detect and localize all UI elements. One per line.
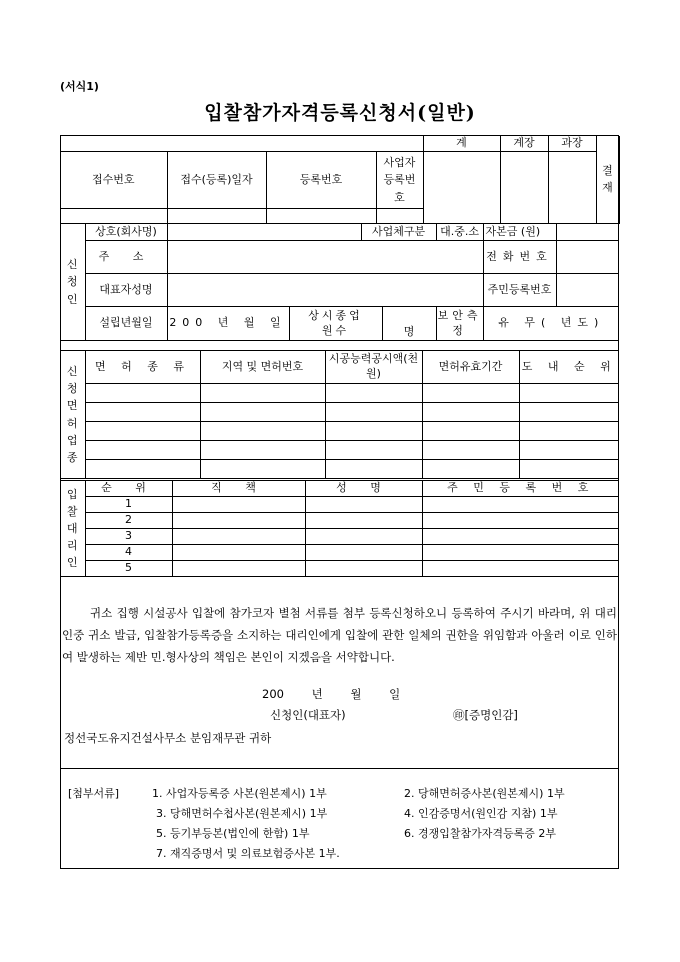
company-value[interactable]: [167, 224, 361, 241]
license-table: [60, 350, 619, 479]
license-cell[interactable]: [422, 460, 519, 479]
security-label-cell: [436, 307, 483, 341]
approval-col-3: 과장: [548, 136, 596, 152]
approval-col-2: 계장: [500, 136, 548, 152]
license-side-label: 신청면허업종: [66, 365, 78, 464]
attachment-item: 2. 당해면허증사본(원본제시) 1부: [404, 787, 565, 800]
license-cell[interactable]: [519, 403, 619, 422]
license-cell[interactable]: [325, 460, 422, 479]
security-label: 보안측정: [437, 308, 482, 337]
company-label: 상호(회사명): [85, 224, 167, 241]
founded-label: 설립년월일: [85, 307, 167, 341]
employees-unit: 명: [382, 307, 436, 341]
license-cell[interactable]: [519, 422, 619, 441]
employees-label: 상시종업원수: [308, 308, 363, 337]
receipt-no-label: 접수번호: [60, 152, 167, 209]
resident-no-value[interactable]: [556, 274, 619, 307]
rep-name-value[interactable]: [167, 274, 483, 307]
capital-label: 자본금 (원): [483, 224, 556, 241]
license-side-cell: [60, 351, 85, 479]
approval-label-cell: [596, 136, 619, 224]
recipient-line: 정선국도유지건설사무소 분임재무관 귀하: [64, 731, 272, 745]
biz-reg-no-label: 사업자등록번호: [383, 156, 416, 204]
address-label: 주 소: [85, 241, 167, 274]
form-number-label: (서식1): [60, 80, 99, 93]
agent-cell[interactable]: [305, 497, 422, 513]
license-cell[interactable]: [200, 460, 325, 479]
license-cell[interactable]: [200, 403, 325, 422]
license-col-capacity: 시공능력공시액(천원): [325, 351, 422, 384]
license-row: [60, 403, 619, 422]
declaration-applicant: 신청인(대표자): [270, 708, 346, 722]
capital-value[interactable]: [556, 224, 619, 241]
license-cell[interactable]: [325, 422, 422, 441]
receipt-table: [60, 135, 620, 224]
license-cell[interactable]: [85, 384, 200, 403]
biz-type-label: 사업체구분: [361, 224, 436, 241]
form-title: 입찰참가자격등록신청서(일반): [204, 102, 476, 124]
receipt-date-value[interactable]: [167, 209, 266, 224]
license-cell[interactable]: [422, 441, 519, 460]
agent-cell[interactable]: [172, 513, 305, 529]
agent-row: [60, 545, 619, 561]
reg-no-label: 등록번호: [266, 152, 376, 209]
biz-reg-no-value[interactable]: [376, 209, 423, 224]
license-cell[interactable]: [325, 403, 422, 422]
license-cell[interactable]: [200, 441, 325, 460]
agent-row: [60, 513, 619, 529]
license-col-rank: 도 내 순 위: [519, 351, 619, 384]
agent-cell[interactable]: [172, 529, 305, 545]
license-cell[interactable]: [519, 384, 619, 403]
approval-sign-3[interactable]: [548, 152, 596, 224]
agent-col-resident-no: 주 민 등 록 번 호: [422, 481, 619, 497]
agent-rank: 4: [85, 545, 172, 561]
agent-cell[interactable]: [422, 497, 619, 513]
agent-cell[interactable]: [422, 545, 619, 561]
license-col-type: 면 허 종 류: [85, 351, 200, 384]
license-cell[interactable]: [200, 422, 325, 441]
agent-row: [60, 529, 619, 545]
approval-sign-2[interactable]: [500, 152, 548, 224]
license-cell[interactable]: [519, 460, 619, 479]
license-cell[interactable]: [422, 384, 519, 403]
agent-cell[interactable]: [305, 529, 422, 545]
license-cell[interactable]: [85, 460, 200, 479]
agent-cell[interactable]: [172, 545, 305, 561]
address-value[interactable]: [167, 241, 483, 274]
reg-no-value[interactable]: [266, 209, 376, 224]
phone-label: 전화번호: [483, 241, 556, 274]
agent-side-label: 입찰대리인: [66, 487, 78, 570]
attachment-item: 1. 사업자등록증 사본(원본제시) 1부: [152, 787, 327, 800]
attachment-item: 7. 재직증명서 및 의료보험증사본 1부.: [156, 847, 340, 860]
agent-cell[interactable]: [305, 545, 422, 561]
approval-label: 결재: [602, 164, 613, 195]
agent-cell[interactable]: [172, 561, 305, 577]
license-col-region: 지역 및 면허번호: [200, 351, 325, 384]
rep-name-label: 대표자성명: [85, 274, 167, 307]
agent-cell[interactable]: [172, 497, 305, 513]
agent-side-cell: [60, 481, 85, 577]
approval-col-1: 계: [423, 136, 500, 152]
license-row: [60, 460, 619, 479]
resident-no-label: 주민등록번호: [483, 274, 556, 307]
attachment-item: 5. 등기부등본(법인에 한함) 1부: [156, 827, 310, 840]
license-cell[interactable]: [85, 441, 200, 460]
license-row: [60, 422, 619, 441]
license-cell[interactable]: [422, 422, 519, 441]
agent-col-position: 직 책: [172, 481, 305, 497]
attachments-label: [첨부서류]: [68, 787, 120, 800]
agent-col-rank: 순 위: [85, 481, 172, 497]
founded-value[interactable]: 200 년 월 일: [167, 307, 289, 341]
agent-col-name: 성 명: [305, 481, 422, 497]
attachment-item: 6. 경쟁입찰참가자격등록증 2부: [404, 827, 556, 840]
agent-rank: 1: [85, 497, 172, 513]
receipt-blank-top: [60, 136, 423, 152]
approval-sign-1[interactable]: [423, 152, 500, 224]
agent-row: [60, 561, 619, 577]
agent-cell[interactable]: [422, 529, 619, 545]
license-cell[interactable]: [519, 441, 619, 460]
declaration-text: 귀소 집행 시설공사 입찰에 참가코자 별첨 서류를 첨부 등록신청하오니 등록하여 주시기 바라며, 위 대리인중 귀소 발급, 입찰참가등록증을 소지하는 대리인에게 입찰에 관한 일체의 권한을 위임함과 아울러 이로 인하여 발생하는 제반 민.형사상의 책임은 본인이 지겠음을 서약합니다.: [62, 606, 617, 664]
applicant-table: [60, 223, 619, 341]
agent-cell[interactable]: [305, 513, 422, 529]
license-cell[interactable]: [200, 384, 325, 403]
security-value[interactable]: 유 무( 년도): [483, 307, 619, 341]
agent-row: [60, 497, 619, 513]
receipt-date-label: 접수(등록)일자: [167, 152, 266, 209]
license-cell[interactable]: [325, 441, 422, 460]
license-row: [60, 441, 619, 460]
license-cell[interactable]: [422, 403, 519, 422]
biz-reg-no-label-cell: [376, 152, 423, 209]
applicant-side-label: 신청인: [66, 258, 78, 306]
seal-mark[interactable]: ㊞[증명인감]: [453, 708, 518, 722]
applicant-side-cell: [60, 224, 85, 341]
license-row: [60, 384, 619, 403]
agent-cell[interactable]: [305, 561, 422, 577]
attachment-item: 3. 당해면허수첩사본(원본제시) 1부: [156, 807, 328, 820]
agent-cell[interactable]: [422, 513, 619, 529]
agent-rank: 2: [85, 513, 172, 529]
agent-rank: 3: [85, 529, 172, 545]
attachments-divider: [60, 768, 619, 769]
license-cell[interactable]: [85, 422, 200, 441]
license-cell[interactable]: [325, 384, 422, 403]
attachment-item: 4. 인감증명서(원인감 지참) 1부: [404, 807, 558, 820]
agent-cell[interactable]: [422, 561, 619, 577]
receipt-no-value[interactable]: [60, 209, 167, 224]
agent-table: [60, 480, 619, 577]
phone-value[interactable]: [556, 241, 619, 274]
license-col-validity: 면허유효기간: [422, 351, 519, 384]
license-cell[interactable]: [85, 403, 200, 422]
biz-size-label: 대.중.소: [436, 224, 483, 241]
agent-rank: 5: [85, 561, 172, 577]
declaration-date[interactable]: 200 년 월 일: [262, 687, 401, 701]
employees-label-cell: [289, 307, 382, 341]
